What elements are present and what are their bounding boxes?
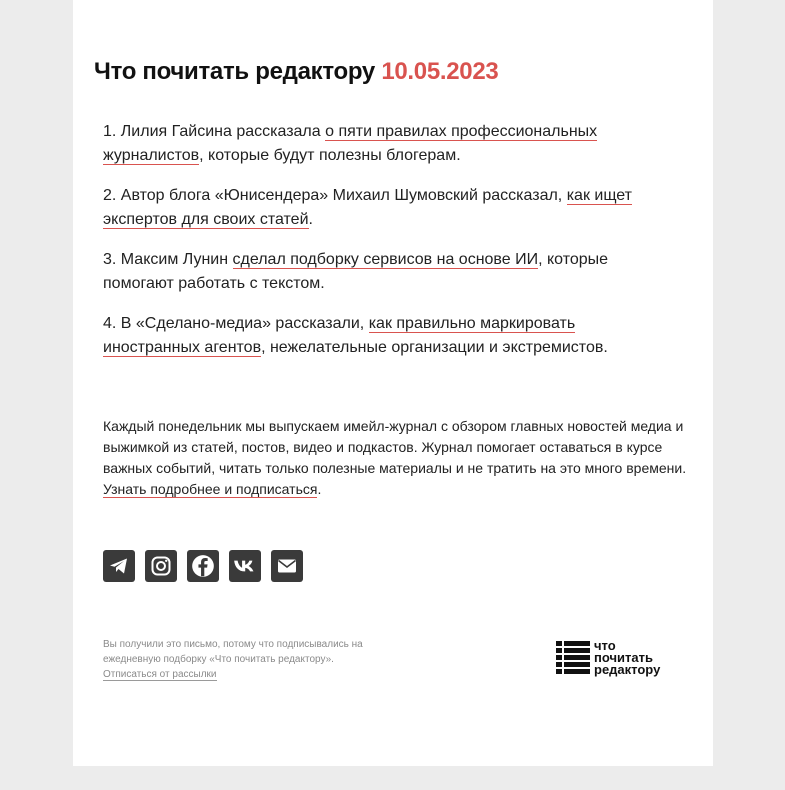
item-text: .	[308, 211, 313, 228]
about-paragraph	[103, 416, 688, 500]
logo[interactable]	[556, 640, 660, 676]
item-text: , которые будут полезны блогерам.	[199, 147, 461, 164]
page-title	[94, 58, 498, 86]
logo-line: почитать	[594, 650, 653, 665]
title-text: Что почитать редактору	[94, 58, 375, 85]
logo-line: редактору	[594, 662, 661, 677]
email-icon[interactable]	[271, 550, 303, 582]
about-suffix: .	[317, 481, 322, 497]
item-text: , нежелательные организации и экстремистов.	[261, 339, 608, 356]
telegram-icon[interactable]	[103, 550, 135, 582]
item-text: 1. Лилия Гайсина рассказала	[103, 123, 326, 140]
list-item	[103, 312, 663, 360]
article-link[interactable]: как правильно маркировать иностранных агентов	[103, 315, 576, 356]
logo-text	[594, 640, 660, 676]
email-card	[73, 0, 713, 766]
list-item	[103, 184, 663, 232]
article-list	[103, 120, 663, 376]
item-text: 3. Максим Лунин	[103, 251, 233, 268]
logo-mark-icon	[556, 640, 590, 674]
unsubscribe-link[interactable]: Отписаться от рассылки	[103, 669, 217, 680]
logo-line: что	[594, 638, 616, 653]
facebook-icon[interactable]	[187, 550, 219, 582]
footer-text: Вы получили это письмо, потому что подписывались на ежедневную подборку «Что почитать редактору».	[103, 639, 363, 665]
item-text: 2. Автор блога «Юнисендера» Михаил Шумовский рассказал,	[103, 187, 567, 204]
article-link[interactable]: о пяти правилах профессиональных журналистов	[103, 123, 598, 164]
subscribe-link[interactable]: Узнать подробнее и подписаться	[103, 481, 318, 497]
list-item	[103, 120, 663, 168]
article-link[interactable]: сделал подборку сервисов на основе ИИ	[232, 251, 539, 268]
footer-notice	[103, 637, 393, 682]
item-text: 4. В «Сделано-медиа» рассказали,	[103, 315, 369, 332]
about-text: Каждый понедельник мы выпускаем имейл-журнал с обзором главных новостей медиа и выжимкой из статей, постов, видео и подкастов. Журнал помогает оставаться в курсе важных событий, читать только полезные материалы и не тратить на это много времени.	[103, 418, 687, 476]
item-text: , которые помогают работать с текстом.	[103, 251, 609, 292]
instagram-icon[interactable]	[145, 550, 177, 582]
social-links	[103, 550, 303, 582]
issue-date: 10.05.2023	[381, 58, 499, 85]
vk-icon[interactable]	[229, 550, 261, 582]
list-item	[103, 248, 663, 296]
article-link[interactable]: как ищет экспертов для своих статей	[103, 187, 632, 228]
